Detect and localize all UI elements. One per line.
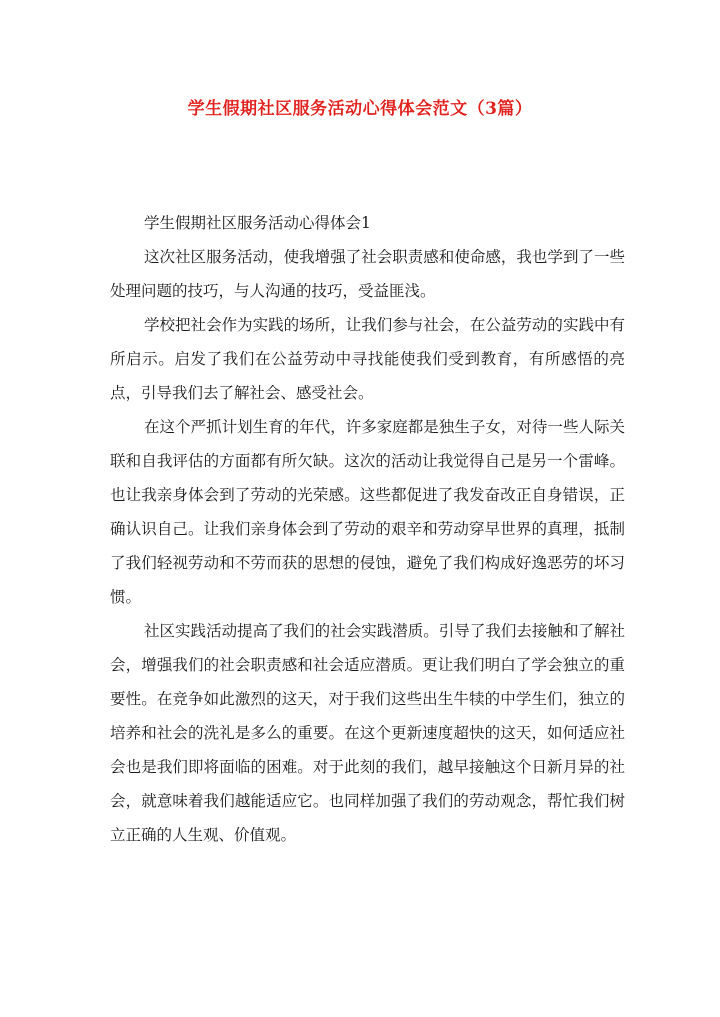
paragraph-3: 在这个严抓计划生育的年代，许多家庭都是独生子女，对待一些人际关联和自我评估的方面都有所欠缺。这次的活动让我觉得自己是另一个雷峰。也让我亲身体会到了劳动的光荣感。这些都促进了我发奋改正自身错误，正确认识自己。让我们亲身体会到了劳动的艰辛和劳动穿早世界的真理，抵制了我们轻视劳动和不劳而获的思想的侵蚀，避免了我们构成好逸恶劳的坏习惯。 — [110, 418, 625, 606]
document-body — [110, 206, 625, 852]
section-heading: 学生假期社区服务活动心得体会1 — [144, 214, 371, 232]
document-title: 学生假期社区服务活动心得体会范文（3篇） — [187, 99, 533, 119]
paragraph-4: 社区实践活动提高了我们的社会实践潜质。引导了我们去接触和了解社会，增强我们的社会职责感和社会适应潜质。更让我们明白了学会独立的重要性。在竞争如此激烈的这天，对于我们这些出生牛犊的中学生们，独立的培养和社会的洗礼是多么的重要。在这个更新速度超快的这天，如何适应社会也是我们即将面临的困难。对于此刻的我们，越早接触这个日新月异的社会，就意味着我们越能适应它。也同样加强了我们的劳动观念，帮忙我们树立正确的人生观、价值观。 — [110, 622, 625, 844]
paragraph-2: 学校把社会作为实践的场所，让我们参与社会，在公益劳动的实践中有所启示。启发了我们在公益劳动中寻找能使我们受到教育，有所感悟的亮点，引导我们去了解社会、感受社会。 — [110, 316, 625, 402]
paragraph-1: 这次社区服务活动，使我增强了社会职责感和使命感，我也学到了一些处理问题的技巧，与人沟通的技巧，受益匪浅。 — [110, 248, 625, 300]
